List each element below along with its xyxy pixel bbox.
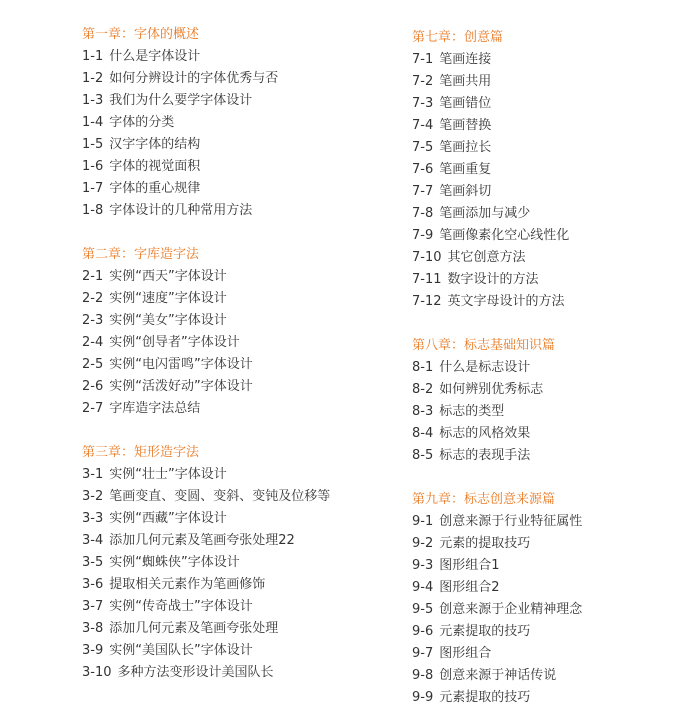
toc-item	[412, 357, 555, 379]
item-number: 3-4	[82, 533, 104, 548]
toc-item	[412, 665, 582, 687]
toc-item	[412, 401, 555, 423]
item-number: 3-6	[82, 577, 104, 592]
item-text: 笔画重复	[439, 162, 492, 177]
toc-item	[82, 464, 330, 486]
item-number: 9-7	[412, 646, 434, 661]
toc-item	[82, 398, 253, 420]
item-text: 笔画添加与减少	[439, 206, 531, 221]
item-number: 3-5	[82, 555, 104, 570]
chapter-title: 第九章：标志创意来源篇	[412, 492, 556, 507]
item-number: 8-2	[412, 382, 434, 397]
item-number: 1-2	[82, 71, 104, 86]
toc-item	[82, 156, 278, 178]
item-number: 1-7	[82, 181, 104, 196]
toc-item	[412, 445, 555, 467]
item-number: 2-2	[82, 291, 104, 306]
item-number: 7-6	[412, 162, 434, 177]
item-number: 7-8	[412, 206, 434, 221]
chapter-title: 第二章：字库造字法	[82, 247, 200, 262]
toc-item	[82, 552, 330, 574]
toc-item	[412, 687, 582, 709]
item-text: 标志的表现手法	[439, 448, 531, 463]
item-text: 元素的提取技巧	[439, 536, 531, 551]
item-number: 8-3	[412, 404, 434, 419]
toc-item	[412, 291, 569, 313]
item-text: 什么是字体设计	[109, 49, 201, 64]
toc-item	[412, 137, 569, 159]
item-text: 实例“速度”字体设计	[109, 291, 227, 306]
item-text: 笔画拉长	[439, 140, 492, 155]
item-number: 8-1	[412, 360, 434, 375]
item-text: 实例“壮士”字体设计	[109, 467, 227, 482]
item-number: 3-9	[82, 643, 104, 658]
item-text: 如何分辨设计的字体优秀与否	[109, 71, 279, 86]
item-text: 笔画变直、变圆、变斜、变钝及位移等	[109, 489, 331, 504]
item-number: 1-5	[82, 137, 104, 152]
toc-item	[412, 423, 555, 445]
chapter-9	[412, 489, 582, 709]
item-number: 3-10	[82, 665, 112, 680]
chapter-7	[412, 27, 569, 313]
toc-item	[82, 112, 278, 134]
item-number: 9-5	[412, 602, 434, 617]
item-text: 英文字母设计的方法	[447, 294, 565, 309]
chapter-title: 第八章：标志基础知识篇	[412, 338, 556, 353]
toc-item	[82, 354, 253, 376]
item-number: 7-11	[412, 272, 442, 287]
item-text: 笔画共用	[439, 74, 492, 89]
chapter-3	[82, 442, 330, 684]
toc-item	[412, 533, 582, 555]
toc-item	[82, 310, 253, 332]
item-number: 2-1	[82, 269, 104, 284]
item-number: 7-5	[412, 140, 434, 155]
item-number: 3-7	[82, 599, 104, 614]
item-text: 标志的风格效果	[439, 426, 531, 441]
item-text: 创意来源于企业精神理念	[439, 602, 583, 617]
item-number: 2-6	[82, 379, 104, 394]
toc-item	[412, 577, 582, 599]
item-text: 实例“蜘蛛侠”字体设计	[109, 555, 240, 570]
item-number: 7-9	[412, 228, 434, 243]
item-text: 字体的分类	[109, 115, 175, 130]
item-text: 元素提取的技巧	[439, 690, 531, 705]
item-text: 数字设计的方法	[447, 272, 539, 287]
item-text: 字库造字法总结	[109, 401, 201, 416]
item-number: 7-2	[412, 74, 434, 89]
toc-item	[82, 596, 330, 618]
toc-item	[82, 68, 278, 90]
toc-item	[412, 511, 582, 533]
toc-item	[82, 288, 253, 310]
toc-item	[412, 93, 569, 115]
toc-item	[82, 266, 253, 288]
item-text: 什么是标志设计	[439, 360, 531, 375]
toc-item	[82, 640, 330, 662]
item-text: 汉字字体的结构	[109, 137, 201, 152]
item-number: 9-1	[412, 514, 434, 529]
toc-item	[412, 269, 569, 291]
chapter-8	[412, 335, 555, 467]
item-number: 8-5	[412, 448, 434, 463]
item-text: 笔画错位	[439, 96, 492, 111]
item-number: 3-3	[82, 511, 104, 526]
item-text: 多种方法变形设计美国队长	[117, 665, 274, 680]
toc-item	[412, 643, 582, 665]
toc-item	[82, 574, 330, 596]
item-number: 9-2	[412, 536, 434, 551]
chapter-2	[82, 244, 253, 420]
item-number: 3-1	[82, 467, 104, 482]
item-text: 元素提取的技巧	[439, 624, 531, 639]
item-text: 实例“西藏”字体设计	[109, 511, 227, 526]
toc-item	[412, 555, 582, 577]
item-text: 添加几何元素及笔画夸张处理	[109, 621, 279, 636]
item-number: 9-3	[412, 558, 434, 573]
item-text: 添加几何元素及笔画夸张处理22	[109, 533, 295, 548]
chapter-title: 第一章：字体的概述	[82, 27, 200, 42]
toc-item	[412, 203, 569, 225]
toc-item	[82, 486, 330, 508]
item-text: 其它创意方法	[447, 250, 526, 265]
item-number: 2-3	[82, 313, 104, 328]
item-number: 3-2	[82, 489, 104, 504]
item-text: 实例“美女”字体设计	[109, 313, 227, 328]
toc-item	[412, 181, 569, 203]
item-number: 9-8	[412, 668, 434, 683]
toc-item	[82, 662, 330, 684]
item-number: 8-4	[412, 426, 434, 441]
item-number: 7-12	[412, 294, 442, 309]
toc-item	[82, 332, 253, 354]
item-number: 1-4	[82, 115, 104, 130]
item-number: 9-4	[412, 580, 434, 595]
item-text: 字体的重心规律	[109, 181, 201, 196]
toc-item	[82, 530, 330, 552]
item-text: 实例“西天”字体设计	[109, 269, 227, 284]
toc-item	[412, 115, 569, 137]
toc-item	[412, 247, 569, 269]
item-number: 2-7	[82, 401, 104, 416]
item-number: 7-4	[412, 118, 434, 133]
item-text: 我们为什么要学字体设计	[109, 93, 253, 108]
toc-item	[82, 618, 330, 640]
toc-item	[412, 71, 569, 93]
toc-item	[412, 621, 582, 643]
item-text: 如何辨别优秀标志	[439, 382, 544, 397]
toc-item	[412, 159, 569, 181]
item-text: 实例“美国队长”字体设计	[109, 643, 253, 658]
toc-item	[82, 134, 278, 156]
item-text: 创意来源于行业特征属性	[439, 514, 583, 529]
item-text: 标志的类型	[439, 404, 505, 419]
chapter-title: 第七章：创意篇	[412, 30, 504, 45]
item-number: 7-1	[412, 52, 434, 67]
item-number: 7-3	[412, 96, 434, 111]
item-text: 字体设计的几种常用方法	[109, 203, 253, 218]
toc-item	[82, 376, 253, 398]
item-number: 2-5	[82, 357, 104, 372]
toc-item	[412, 49, 569, 71]
item-text: 创意来源于神话传说	[439, 668, 557, 683]
item-text: 字体的视觉面积	[109, 159, 201, 174]
item-number: 3-8	[82, 621, 104, 636]
toc-item	[82, 200, 278, 222]
item-text: 图形组合1	[439, 558, 500, 573]
toc-item	[412, 225, 569, 247]
item-text: 笔画替换	[439, 118, 492, 133]
toc-item	[82, 46, 278, 68]
chapter-title: 第三章：矩形造字法	[82, 445, 200, 460]
item-number: 1-3	[82, 93, 104, 108]
item-number: 1-6	[82, 159, 104, 174]
toc-item	[412, 599, 582, 621]
item-text: 实例“电闪雷鸣”字体设计	[109, 357, 253, 372]
toc-item	[82, 508, 330, 530]
item-number: 1-1	[82, 49, 104, 64]
item-text: 笔画斜切	[439, 184, 492, 199]
item-text: 笔画像素化空心线性化	[439, 228, 570, 243]
toc-item	[412, 379, 555, 401]
item-number: 7-7	[412, 184, 434, 199]
item-text: 提取相关元素作为笔画修饰	[109, 577, 266, 592]
item-number: 1-8	[82, 203, 104, 218]
item-number: 9-9	[412, 690, 434, 705]
toc-item	[82, 178, 278, 200]
item-number: 7-10	[412, 250, 442, 265]
item-text: 图形组合	[439, 646, 492, 661]
item-number: 9-6	[412, 624, 434, 639]
item-text: 实例“活泼好动”字体设计	[109, 379, 253, 394]
chapter-1	[82, 24, 278, 222]
item-number: 2-4	[82, 335, 104, 350]
item-text: 笔画连接	[439, 52, 492, 67]
item-text: 实例“传奇战士”字体设计	[109, 599, 253, 614]
item-text: 实例“创导者”字体设计	[109, 335, 240, 350]
toc-item	[82, 90, 278, 112]
item-text: 图形组合2	[439, 580, 500, 595]
